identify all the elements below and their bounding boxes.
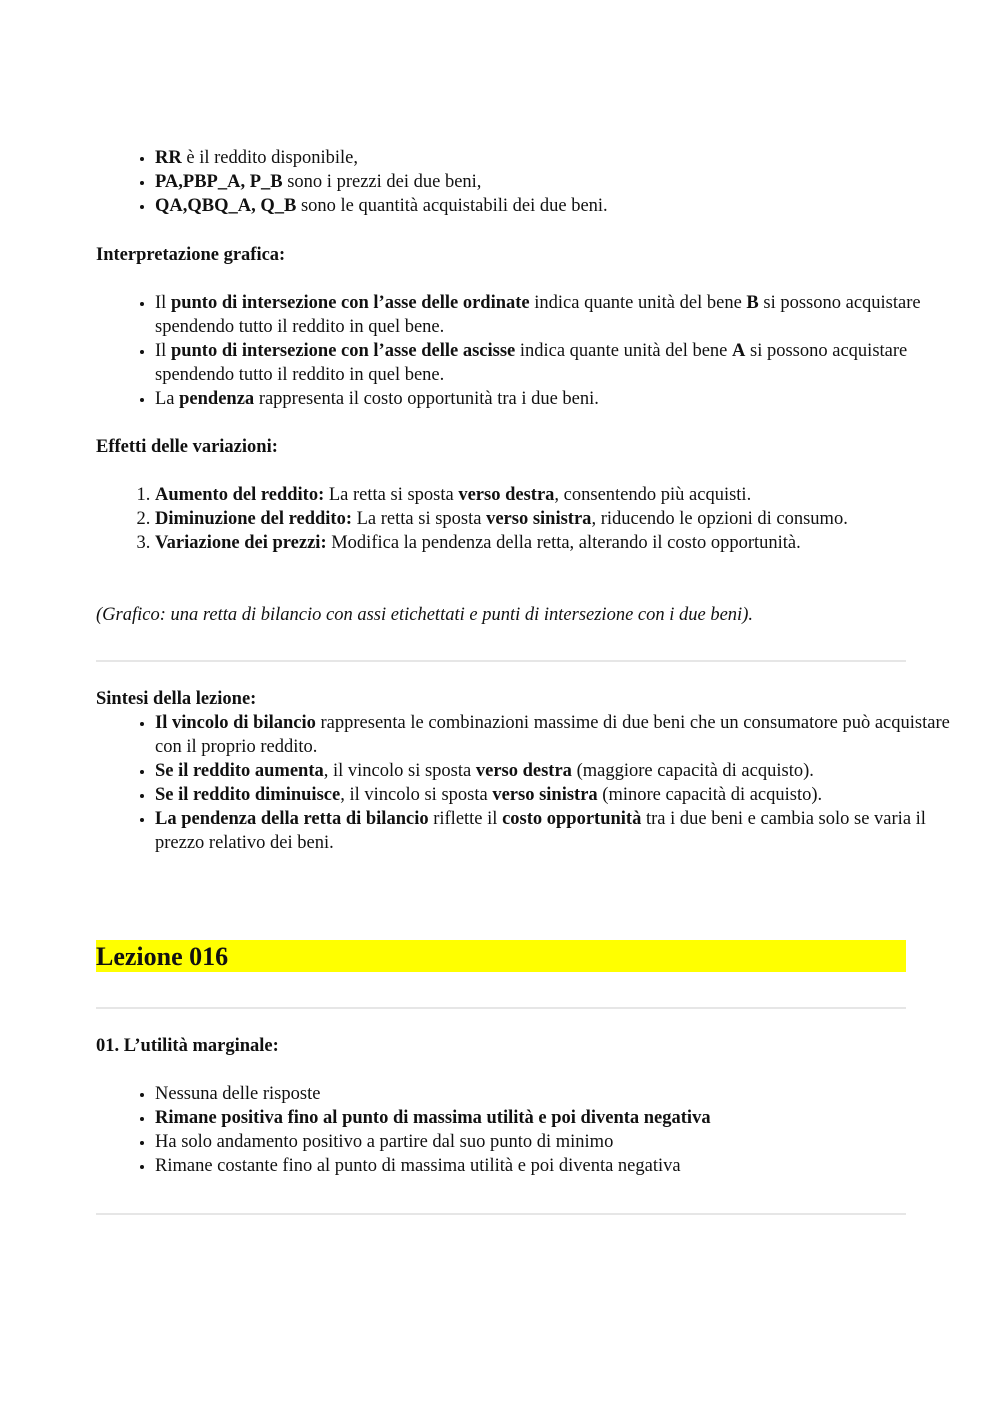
text: , il vincolo si sposta xyxy=(323,761,476,781)
text: , il vincolo si sposta xyxy=(340,785,493,805)
list-item xyxy=(155,759,965,783)
graphic-interpretation-list xyxy=(96,291,965,411)
variables-list xyxy=(96,146,965,218)
bold-text: verso destra xyxy=(475,761,572,781)
bold-text: B xyxy=(746,293,759,313)
text: indica quante unità del bene xyxy=(515,341,733,361)
bold-text: A xyxy=(732,341,746,361)
bold-text: Variazione dei prezzi: xyxy=(155,533,327,553)
list-item xyxy=(155,807,965,855)
summary-list xyxy=(96,711,965,855)
divider xyxy=(96,1213,906,1215)
text: riflette il xyxy=(428,809,503,829)
bold-text: La pendenza della retta di bilancio xyxy=(155,809,429,829)
text: (maggiore capacità di acquisto). xyxy=(571,761,814,781)
list-item xyxy=(155,170,965,194)
text: si possono acquistare spendendo tutto il reddito in quel bene. xyxy=(155,293,921,337)
divider xyxy=(96,660,906,662)
text: Rimane costante fino al punto di massima utilità e poi diventa negativa xyxy=(155,1156,681,1176)
text: indica quante unità del bene xyxy=(529,293,747,313)
bold-text: verso sinistra xyxy=(492,785,598,805)
bold-text: Il vincolo di bilancio xyxy=(155,713,316,733)
text: Nessuna delle risposte xyxy=(155,1084,321,1104)
bold-text: punto di intersezione con l’asse delle ascisse xyxy=(170,341,516,361)
text: , consentendo più acquisti. xyxy=(554,485,752,505)
bold-text: costo opportunità xyxy=(502,809,642,829)
list-item xyxy=(155,146,965,170)
text: sono i prezzi dei due beni, xyxy=(282,172,482,192)
text: Il xyxy=(155,293,171,313)
text: tra i due beni e cambia solo se varia il prezzo relativo dei beni. xyxy=(155,809,926,853)
list-item xyxy=(155,531,965,555)
graph-note: (Grafico: una retta di bilancio con assi etichettati e punti di intersezione con i due beni). xyxy=(96,605,753,625)
list-item xyxy=(155,339,965,387)
bold-text: punto di intersezione con l’asse delle ordinate xyxy=(170,293,530,313)
text: è il reddito disponibile, xyxy=(181,148,358,168)
list-item xyxy=(155,194,965,218)
bold-text: Se il reddito diminuisce xyxy=(155,785,341,805)
bold-text: PA,PBP_A, P_B xyxy=(155,172,283,192)
list-item xyxy=(155,1130,965,1154)
summary-heading: Sintesi della lezione: xyxy=(96,689,257,709)
text: La xyxy=(155,389,180,409)
text: sono le quantità acquistabili dei due beni. xyxy=(296,196,608,216)
text: , riducendo le opzioni di consumo. xyxy=(591,509,848,529)
bold-text: Se il reddito aumenta xyxy=(155,761,324,781)
list-item xyxy=(155,1106,965,1130)
list-item xyxy=(155,483,965,507)
bold-text: RR xyxy=(155,148,182,168)
question-heading: 01. L’utilità marginale: xyxy=(96,1036,279,1056)
bold-text: Diminuzione del reddito: xyxy=(155,509,352,529)
bold-text: QA,QBQ_A, Q_B xyxy=(155,196,297,216)
bold-text: verso sinistra xyxy=(486,509,592,529)
text: Il xyxy=(155,341,171,361)
list-item xyxy=(155,1082,965,1106)
text: La retta si sposta xyxy=(324,485,459,505)
bold-text: Aumento del reddito: xyxy=(155,485,325,505)
text: rappresenta le combinazioni massime di due beni che un consumatore può acquistare con il proprio reddito. xyxy=(155,713,950,757)
bold-text: verso destra xyxy=(458,485,555,505)
graphic-interpretation-heading: Interpretazione grafica: xyxy=(96,245,286,265)
list-item xyxy=(155,1154,965,1178)
text: si possono acquistare spendendo tutto il reddito in quel bene. xyxy=(155,341,908,385)
bold-text: Rimane positiva fino al punto di massima utilità e poi diventa negativa xyxy=(155,1108,711,1128)
list-item xyxy=(155,783,965,807)
answer-options-list xyxy=(96,1082,965,1178)
effects-heading: Effetti delle variazioni: xyxy=(96,437,278,457)
text: rappresenta il costo opportunità tra i due beni. xyxy=(254,389,599,409)
text: Modifica la pendenza della retta, alterando il costo opportunità. xyxy=(326,533,801,553)
divider xyxy=(96,1007,906,1009)
effects-list xyxy=(96,483,965,555)
text: La retta si sposta xyxy=(352,509,487,529)
list-item xyxy=(155,507,965,531)
text: (minore capacità di acquisto). xyxy=(597,785,823,805)
text: Ha solo andamento positivo a partire dal suo punto di minimo xyxy=(155,1132,614,1152)
list-item xyxy=(155,711,965,759)
bold-text: pendenza xyxy=(179,389,255,409)
list-item xyxy=(155,387,965,411)
lesson-title: Lezione 016 xyxy=(96,940,906,972)
list-item xyxy=(155,291,965,339)
